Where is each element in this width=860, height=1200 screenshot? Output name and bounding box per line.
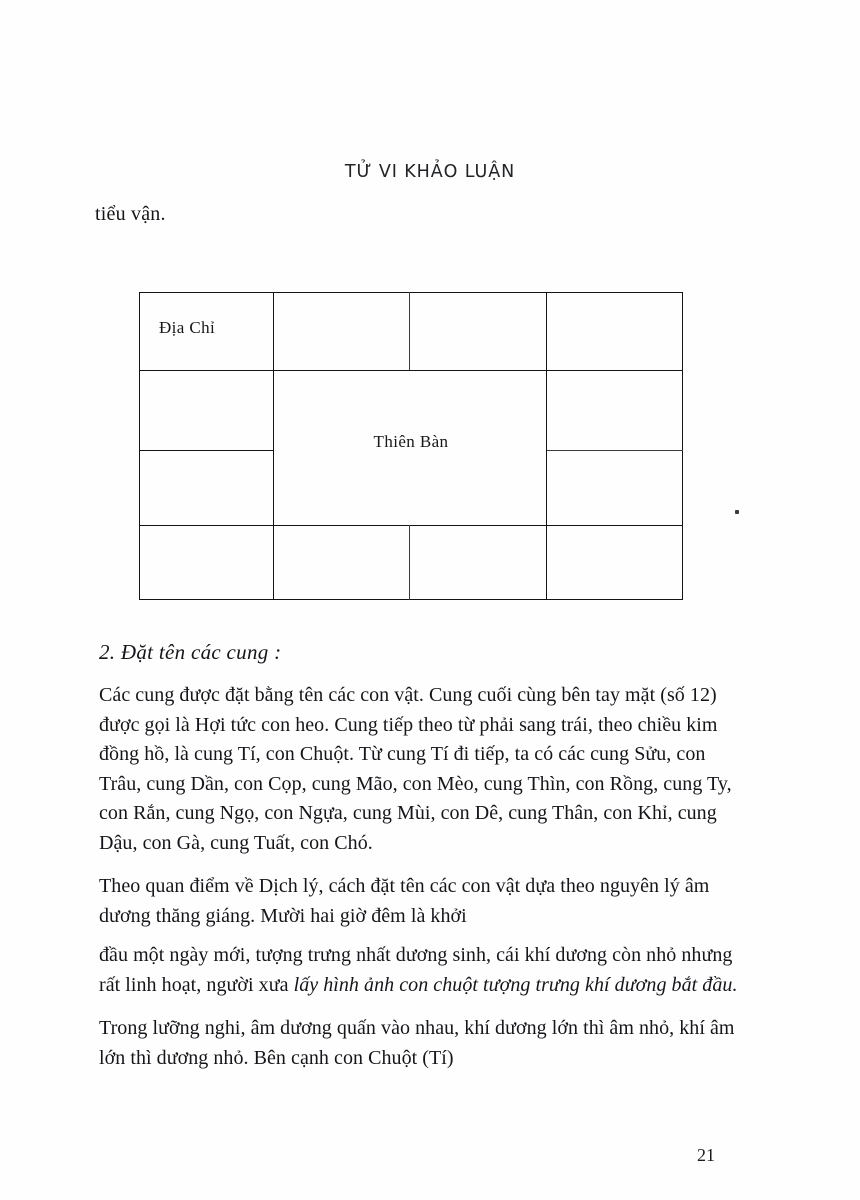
section-heading: 2. Đặt tên các cung : [99, 640, 282, 664]
body-text-column [99, 640, 739, 1087]
paragraph-4: Trong lưỡng nghi, âm dương quấn vào nhau, khí dương lớn thì âm nhỏ, khí âm lớn thì dương nhỏ. Bên cạnh con Chuột (Tí) [99, 1017, 735, 1069]
chart-vrule-top-inner [409, 292, 410, 370]
chart-hrule-row3 [139, 525, 683, 526]
chart-hrule-row1 [139, 370, 683, 371]
tu-vi-chart-diagram [139, 292, 683, 600]
paragraph-3 [99, 941, 739, 1000]
paragraph-1: Các cung được đặt bằng tên các con vật. Cung cuối cùng bên tay mặt (số 12) được gọi là Hợi tức con heo. Cung tiếp theo từ phải sang trái, theo chiều kim đồng hồ, là cung Tí, con Chuột. Từ cung Tí đi tiếp, ta có các cung Sửu, con Trâu, cung Dần, con Cọp, cung Mão, con Mèo, cung Thìn, con Rồng, cung Ty, con Rắn, cung Ngọ, con Ngựa, cung Mùi, con Dê, cung Thân, con Khỉ, cung Dậu, con Gà, cung Tuất, con Chó. [99, 684, 732, 854]
page-number [0, 1145, 860, 1166]
chart-grid [139, 292, 683, 600]
chart-cell-label-thien-ban: Thiên Bàn [373, 432, 449, 451]
scan-artifact-speck [735, 510, 739, 514]
paragraph-3-plain: đầu một ngày mới, tượng trưng nhất dương sinh, cái khí dương còn nhỏ nhưng rất linh hoạt, người xưa [99, 944, 733, 996]
lead-text-line: tiểu vận. [95, 203, 166, 225]
running-head: TỬ VI KHẢO LUẬN [344, 162, 516, 182]
page-number-value: 21 [697, 1145, 715, 1165]
paragraph-2: Theo quan điểm về Dịch lý, cách đặt tên các con vật dựa theo nguyên lý âm dương thăng giáng. Mười hai giờ đêm là khởi [99, 875, 710, 927]
chart-vrule-bottom-inner [409, 525, 410, 600]
chart-cell-label-dia-chi: Địa Chỉ [159, 318, 216, 337]
paragraph-3-italic: lấy hình ảnh con chuột tượng trưng khí dương bắt đầu. [293, 973, 738, 996]
